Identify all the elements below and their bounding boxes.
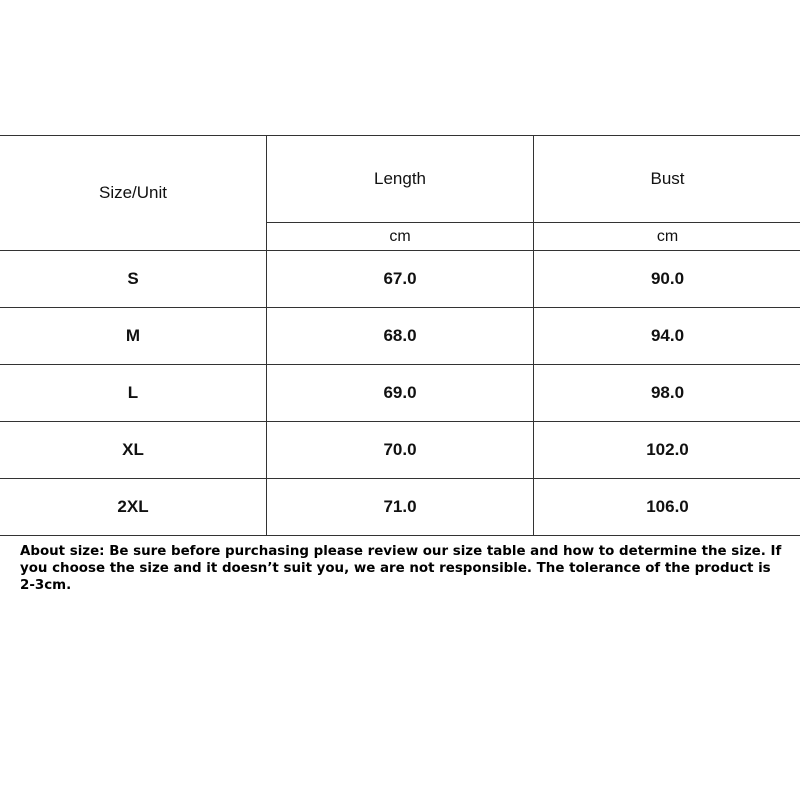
header-size-unit: Size/Unit xyxy=(0,136,267,251)
bust-cell: 90.0 xyxy=(534,251,800,308)
size-disclaimer-note: About size: Be sure before purchasing please review our size table and how to determine the size. If you choose the size and it doesn’t suit you, we are not responsible. The tolerance of the product is 2-3cm. xyxy=(20,544,782,593)
length-cell: 71.0 xyxy=(267,479,534,536)
size-cell: S xyxy=(0,251,267,308)
size-cell: XL xyxy=(0,422,267,479)
table-row xyxy=(0,479,800,536)
table-row xyxy=(0,365,800,422)
bust-cell: 106.0 xyxy=(534,479,800,536)
table-row xyxy=(0,308,800,365)
size-cell: 2XL xyxy=(0,479,267,536)
length-cell: 70.0 xyxy=(267,422,534,479)
unit-bust: cm xyxy=(534,223,800,251)
table-row xyxy=(0,422,800,479)
unit-length: cm xyxy=(267,223,534,251)
length-cell: 67.0 xyxy=(267,251,534,308)
size-chart-table xyxy=(0,135,800,536)
bust-cell: 102.0 xyxy=(534,422,800,479)
header-row xyxy=(0,136,800,223)
header-bust: Bust xyxy=(534,136,800,223)
bust-cell: 94.0 xyxy=(534,308,800,365)
length-cell: 69.0 xyxy=(267,365,534,422)
size-cell: L xyxy=(0,365,267,422)
table-row xyxy=(0,251,800,308)
size-cell: M xyxy=(0,308,267,365)
length-cell: 68.0 xyxy=(267,308,534,365)
header-length: Length xyxy=(267,136,534,223)
bust-cell: 98.0 xyxy=(534,365,800,422)
